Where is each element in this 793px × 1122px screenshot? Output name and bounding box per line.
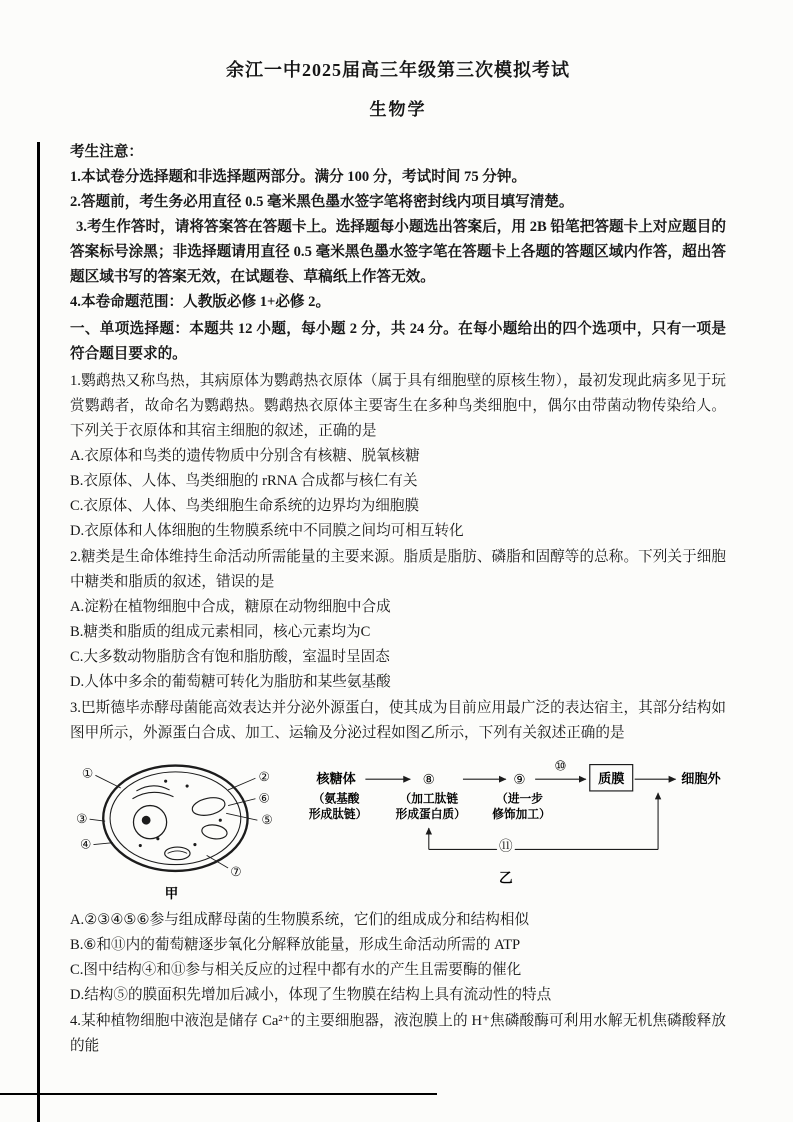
question-1-stem: 1.鹦鹉热又称鸟热，其病原体为鹦鹉热衣原体（属于具有细胞壁的原核生物），最初发现此病多见于玩赏鹦鹉者，故命名为鹦鹉热。鹦鹉热衣原体主要寄生在多种鸟类细胞中，偶尔由带菌动物传染给人。下列关于衣原体和其宿主细胞的叙述，正确的是 xyxy=(70,373,726,439)
mitochondrion-cristae-shape xyxy=(168,851,188,853)
er-membrane-shape-2 xyxy=(136,786,169,791)
cell-wall-shape xyxy=(103,766,247,871)
question-4-stem: 4.某种植物细胞中液泡是储存 Ca²⁺的主要细胞器，液泡膜上的 H⁺焦磷酸酶可利用水解无机焦磷酸释放的能 xyxy=(70,1013,726,1054)
question-3 xyxy=(70,696,726,1008)
figure-yi-label: 乙 xyxy=(498,870,513,886)
exam-title: 余江一中2025届高三年级第三次模拟考试 xyxy=(226,60,570,80)
question-2-option-b: B.糖类和脂质的组成元素相同，核心元素均为C xyxy=(70,624,371,640)
question-2-option-a: A.淀粉在植物细胞中合成，糖原在动物细胞中合成 xyxy=(70,599,391,615)
vesicle-shape-1 xyxy=(191,795,227,818)
er-membrane-shape-1 xyxy=(132,792,173,798)
question-2-stem: 2.糖类是生命体维持生命活动所需能量的主要来源。脂质是脂肪、磷脂和固醇等的总称。下列关于细胞中糖类和脂质的叙述，错误的是 xyxy=(70,549,726,590)
flow-node-8-desc-1: （加工肽链 xyxy=(399,792,458,806)
question-3-stem: 3.巴斯德毕赤酵母菌能高效表达并分泌外源蛋白，使其成为目前应用最广泛的表达宿主，其部分结构如图甲所示，外源蛋白合成、加工、运输及分泌过程如图乙所示，下列有关叙述正确的是 xyxy=(70,700,726,741)
question-2-option-d: D.人体中多余的葡萄糖可转化为脂肪和某些氨基酸 xyxy=(70,674,391,690)
notice-heading: 考生注意： xyxy=(70,144,143,160)
question-1-option-c: C.衣原体、人体、鸟类细胞生命系统的边界均为细胞膜 xyxy=(70,498,420,514)
question-1-option-d: D.衣原体和人体细胞的生物膜系统中不同膜之间均可相互转化 xyxy=(70,523,464,539)
vesicle-shape-2 xyxy=(201,823,228,840)
figure-jia-label: 甲 xyxy=(164,886,179,902)
question-1-option-a: A.衣原体和鸟类的遗传物质中分别含有核糖、脱氧核糖 xyxy=(70,448,420,464)
ribosome-dots xyxy=(139,780,222,848)
notice-item-1: 1.本试卷分选择题和非选择题两部分。满分 100 分，考试时间 75 分钟。 xyxy=(70,169,527,185)
notice-item-4: 4.本卷命题范围：人教版必修 1+必修 2。 xyxy=(70,294,331,310)
notice-item-2: 2.答题前，考生务必用直径 0.5 毫米黑色墨水签字笔将密封线内项目填写清楚。 xyxy=(70,194,574,210)
flow-node-11: ⑪ xyxy=(498,838,513,855)
question-3-figure xyxy=(72,752,726,904)
flow-node-9: ⑨ xyxy=(513,772,526,789)
question-1 xyxy=(70,369,726,544)
flow-node-ribosome: 核糖体 xyxy=(316,771,356,787)
question-2-option-c: C.大多数动物脂肪含有饱和脂肪酸，室温时呈固态 xyxy=(70,649,390,665)
question-2 xyxy=(70,545,726,695)
flow-node-8-desc-2: 形成蛋白质） xyxy=(395,808,466,822)
cell-label-5: ⑤ xyxy=(261,812,273,828)
flow-node-plasma-membrane: 质膜 xyxy=(597,771,625,787)
flow-node-9-desc-1: （进一步 xyxy=(495,792,543,806)
page-content xyxy=(70,56,726,1059)
flow-node-extracellular: 细胞外 xyxy=(680,771,721,787)
exam-subject: 生物学 xyxy=(369,100,427,119)
flow-node-ribosome-desc-1: （氨基酸 xyxy=(312,792,360,806)
cell-label-4: ④ xyxy=(79,836,92,852)
cell-label-7: ⑦ xyxy=(230,863,242,879)
question-3-option-a: A.②③④⑤⑥参与组成酵母菌的生物膜系统，它们的组成成分和结构相似 xyxy=(70,912,530,928)
question-3-option-b: B.⑥和⑪内的葡萄糖逐步氧化分解释放能量，形成生命活动所需的 ATP xyxy=(70,937,521,953)
question-4 xyxy=(70,1009,726,1059)
flow-node-8: ⑧ xyxy=(422,772,435,789)
cell-label-3: ③ xyxy=(76,811,88,827)
flow-node-ribosome-desc-2: 形成肽链） xyxy=(308,808,367,822)
cell-label-1: ① xyxy=(81,765,94,781)
cell-label-6: ⑥ xyxy=(258,790,270,806)
secretion-flow-diagram xyxy=(301,752,726,904)
section-heading: 一、单项选择题：本题共 12 小题，每小题 2 分，共 24 分。在每小题给出的四个选项中，只有一项是符合题目要求的。 xyxy=(70,321,726,362)
notice-block xyxy=(70,140,726,315)
cell-label-2: ② xyxy=(258,769,270,785)
question-3-option-d: D.结构⑤的膜面积先增加后减小，体现了生物膜在结构上具有流动性的特点 xyxy=(70,987,552,1003)
yeast-cell-diagram xyxy=(72,752,287,904)
question-3-option-c: C.图中结构④和⑪参与相关反应的过程中都有水的产生且需要酶的催化 xyxy=(70,962,522,978)
scan-artifact-left xyxy=(37,142,40,1122)
scan-artifact-bottom xyxy=(0,1093,437,1095)
flow-arrow-label-10: ⑩ xyxy=(554,758,567,775)
question-1-option-b: B.衣原体、人体、鸟类细胞的 rRNA 合成都与核仁有关 xyxy=(70,473,418,489)
nucleolus-shape xyxy=(142,816,151,825)
notice-item-3: 3.考生作答时，请将答案答在答题卡上。选择题每小题选出答案后，用 2B 铅笔把答题卡上对应题目的答案标号涂黑；非选择题请用直径 0.5 毫米黑色墨水签字笔在答题卡上各题的答题区域内作答，超出答题区域书写的答案无效，在试题卷、草稿纸上作答无效。 xyxy=(70,219,726,285)
flow-node-9-desc-2: 修饰加工） xyxy=(491,808,551,822)
